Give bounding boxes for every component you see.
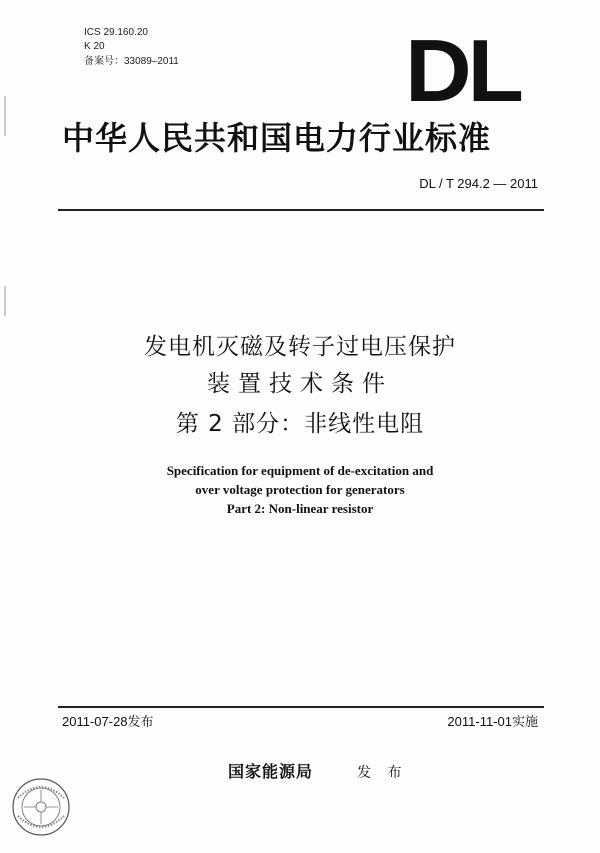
scan-edge-mark: [4, 96, 6, 136]
ics-code: ICS 29.160.20: [84, 27, 148, 38]
publisher-name: 国家能源局: [228, 762, 314, 781]
document-title-line-3: 第 2 部分：非线性电阻: [175, 411, 425, 437]
english-title-line-1: Specification for equipment of de-excitation and: [166, 463, 434, 478]
bottom-divider: [58, 706, 544, 708]
english-title-line-3: Part 2: Non-linear resistor: [226, 501, 374, 516]
scan-edge-mark: [4, 286, 6, 316]
document-title-line-1: 发电机灭磁及转子过电压保护: [144, 334, 456, 360]
top-divider: [58, 209, 544, 211]
standard-number: DL / T 294.2 — 2011: [419, 176, 538, 191]
category-code: K 20: [84, 41, 105, 52]
document-title-line-2: 装置技术条件: [207, 371, 393, 397]
dl-logo: DL: [405, 21, 520, 120]
registration-number: 备案号：33089–2011: [84, 56, 179, 67]
issue-date: 2011-07-28发布: [62, 714, 154, 729]
publish-label: 发 布: [357, 765, 408, 781]
standard-series-title: 中华人民共和国电力行业标准: [62, 119, 492, 157]
implementation-date: 2011-11-01实施: [447, 714, 538, 729]
publisher-seal-icon: [10, 776, 72, 838]
english-title-line-2: over voltage protection for generators: [195, 482, 405, 497]
